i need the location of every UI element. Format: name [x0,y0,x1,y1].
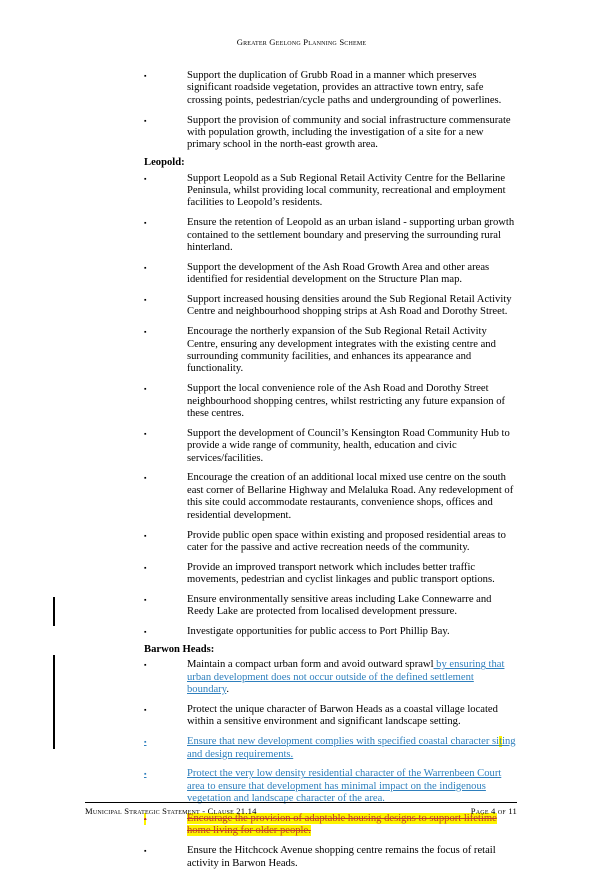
change-bar [53,597,55,626]
list-item-text: Support increased housing densities around the Sub Regional Retail Activity Centre and neighbourhood shopping strips at Ash Road and Dorothy Street. [187,294,512,318]
bullet-icon: ▪ [144,474,147,483]
list-item-text-end: . [226,684,229,696]
list-item [0,562,517,587]
list-item [0,530,517,555]
bullet-icon: ▪ [144,219,147,228]
list-item [0,594,517,619]
bullet-icon: ▪ [144,847,147,856]
list-item-text: Maintain a compact urban form and avoid outward sprawl [187,659,434,671]
list-item [0,115,517,152]
list-item [0,294,517,319]
page-header: Greater Geelong Planning Scheme [236,37,367,47]
list-item [0,428,517,465]
list-item [0,326,517,376]
list-item-text: Encourage the creation of an additional local mixed use centre on the south east corner of Bellarine Highway and Melaluka Road. Any redevelopment of this site could accommodate restaurants, convenience shops, offices and residential development. [187,472,514,521]
inserted-text: by ensuring that urban development does not occur outside of the defined settlement boundary [187,659,505,696]
section-heading-leopold: Leopold: [144,157,185,169]
inserted-text: Ensure that new development complies with specified coastal character si [187,736,500,748]
list-item [0,626,517,638]
list-item-text: Protect the unique character of Barwon Heads as a coastal village located within a sensitive environment and significant landscape setting. [187,703,498,728]
bullet-icon: ▪ [144,174,147,183]
bullet-icon: ▪ [144,328,147,337]
list-item-text: Support the local convenience role of the Ash Road and Dorothy Street neighbourhood shopping centres, whilst restricting any future expansion of these centres. [187,383,506,420]
list-item [0,70,517,107]
bullet-icon: ▪ [144,661,147,670]
bullet-icon: ▪ [144,705,147,714]
list-item [0,472,517,522]
list-item-text: Support the provision of community and social infrastructure commensurate with population growth, including the investigation of a site for a new primary school in the north-east growth area. [187,114,511,151]
footer-page-number: Page 4 of 11 [470,806,517,816]
list-item-text: Provide an improved transport network which includes better traffic movements, pedestrian and cyclist linkages and public transport options. [187,561,495,586]
document-body [0,70,603,877]
inserted-text: Protect the very low density residential character of the Warrenbeen Court area to ensure that development has minimal impact on the indigenous vegetation and landscape character of the area. [187,768,502,805]
list-item-text: Ensure the Hitchcock Avenue shopping centre remains the focus of retail activity in Barwon Heads. [187,845,496,869]
footer-divider [85,802,517,803]
bullet-icon: ▪ [144,296,147,305]
bullet-icon: ▪ [144,116,147,125]
bullet-icon: ▪ [144,563,147,572]
list-item [0,659,517,696]
list-item-text: Support the duplication of Grubb Road in a manner which preserves significant roadside vegetation, provides an attractive town entry, safe crossing points, pedestrian/cycle paths and undergrounding of powerlines. [187,70,502,106]
bullet-icon: ▪ [144,628,147,637]
list-item [0,383,517,420]
list-item [0,845,517,870]
list-item-text: Support the development of Council’s Kensington Road Community Hub to provide a wide range of community, health, education and civic services/facilities. [187,427,510,464]
list-item-text: Ensure environmentally sensitive areas including Lake Connewarre and Reedy Lake are protected from localised development pressure. [187,593,492,618]
list-item-deleted [0,813,517,838]
list-item-inserted [0,768,517,805]
list-item-text: Ensure the retention of Leopold as an urban island - supporting urban growth contained to the settlement boundary and preserving the surrounding rural hinterland. [187,217,515,254]
bullet-icon: ▪ [144,531,147,540]
bullet-icon: ▪ [144,72,147,80]
bullet-icon: ▪ [144,429,147,438]
list-item [0,262,517,287]
bullet-icon: ▪ [144,595,147,604]
list-item [0,704,517,729]
section-heading-barwon-heads: Barwon Heads: [144,643,215,655]
bullet-icon: ▪ [144,263,147,272]
list-item-text: Provide public open space within existing and proposed residential areas to cater for the passive and active recreation needs of the community. [187,529,506,553]
list-item-text: Support Leopold as a Sub Regional Retail Activity Centre for the Bellarine Peninsula, whilst providing local community, recreational and employment facilities to Leopold’s residents. [187,172,506,209]
list-item-text: Support the development of the Ash Road Growth Area and other areas identified for residential development on the Structure Plan map. [187,261,490,286]
inserted-text: ing and design requirements. [187,736,516,760]
footer-clause: Municipal Strategic Statement - Clause 21.14 [85,806,257,816]
bullet-icon: ▪ [144,738,147,747]
inserted-text-highlight: t [499,736,503,748]
list-item [0,173,517,210]
bullet-icon: ▪ [144,770,147,779]
list-item-text: Encourage the northerly expansion of the Sub Regional Retail Activity Centre, ensuring any development integrates with the existing centre and surrounding community facilities, and enhances its appearance and functionality. [187,326,496,375]
change-bar [53,655,55,749]
bullet-icon: ▪ [144,813,146,825]
list-item-inserted [0,736,517,761]
list-item-text: Investigate opportunities for public access to Port Phillip Bay. [187,626,450,638]
bullet-icon: ▪ [144,385,147,394]
deleted-text: Encourage the provision of adaptable housing designs to support lifetime home living for older people. [187,812,497,837]
list-item [0,217,517,254]
